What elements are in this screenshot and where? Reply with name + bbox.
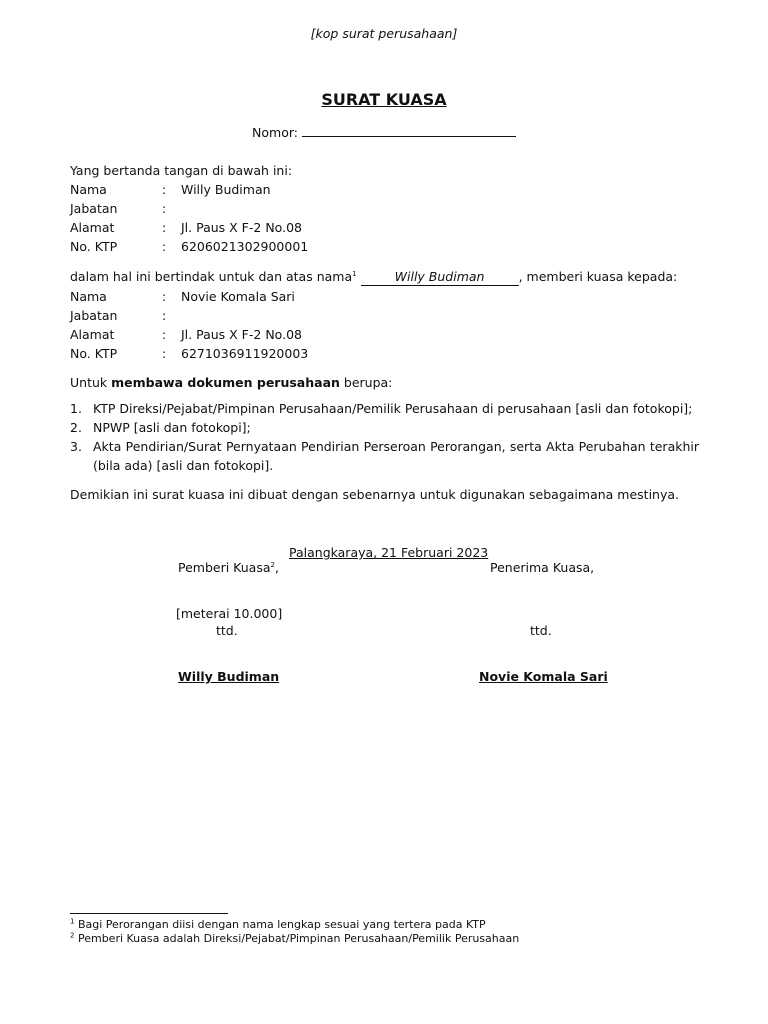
purpose-bold: membawa dokumen perusahaan [111, 375, 340, 390]
footnote [70, 932, 519, 946]
field-value: Jl. Paus X F-2 No.08 [181, 220, 302, 235]
list-number: 3. [70, 439, 82, 454]
document-number [0, 123, 768, 142]
list-text: KTP Direksi/Pejabat/Pimpinan Perusahaan/Pemilik Perusahaan di perusahaan [asli dan fotokopi]; [93, 401, 693, 416]
grantor-section [70, 161, 308, 256]
field-value: Willy Budiman [181, 182, 271, 197]
field-label: Nama [70, 289, 107, 304]
giver-label-comma: , [274, 560, 279, 575]
grantee-section [70, 287, 308, 363]
giver-signature: ttd. [216, 623, 238, 638]
stamp-duty-placeholder: [meterai 10.000] [176, 606, 283, 621]
receiver-name: Novie Komala Sari [479, 669, 608, 684]
list-item [70, 437, 699, 475]
field-label: Nama [70, 182, 107, 197]
field-value: 6206021302900001 [181, 239, 309, 254]
field-label: Jabatan [70, 201, 118, 216]
footnote-mark: 1 [70, 917, 75, 926]
receiver-label: Penerima Kuasa, [490, 560, 595, 575]
representation-prefix: dalam hal ini bertindak untuk dan atas nama [70, 269, 353, 284]
field-separator: : [162, 346, 167, 361]
list-text: NPWP [asli dan fotokopi]; [93, 420, 251, 435]
giver-name: Willy Budiman [178, 669, 280, 684]
field-separator: : [162, 201, 167, 216]
purpose-suffix: berupa: [343, 375, 393, 390]
field-separator: : [162, 239, 167, 254]
grantor-position-row [70, 199, 308, 218]
field-value: 6271036911920003 [181, 346, 309, 361]
grantee-position-row [70, 306, 308, 325]
footnote-ref: 1 [352, 269, 357, 278]
field-value: Jl. Paus X F-2 No.08 [181, 327, 302, 342]
grantor-intro: Yang bertanda tangan di bawah ini: [70, 163, 293, 178]
field-label: Alamat [70, 327, 115, 342]
grantor-address-row [70, 218, 308, 237]
list-text: Akta Pendirian/Surat Pernyataan Pendirian Perseroan Perorangan, serta Akta Perubahan terakhir (bila ada) [asli dan fotokopi]. [93, 439, 699, 473]
field-value: Novie Komala Sari [181, 289, 295, 304]
field-separator: : [162, 289, 167, 304]
receiver-signature: ttd. [530, 623, 552, 638]
representation-suffix: , memberi kuasa kepada: [518, 269, 678, 284]
number-label: Nomor: [252, 125, 298, 140]
footnote [70, 918, 486, 932]
document-list [70, 399, 699, 475]
place-date: Palangkaraya, 21 Februari 2023 [289, 545, 489, 560]
grantee-name-row [70, 287, 308, 306]
field-label: Jabatan [70, 308, 118, 323]
field-separator: : [162, 308, 167, 323]
giver-label [178, 558, 279, 577]
footnote-mark: 2 [70, 931, 75, 940]
list-number: 1. [70, 401, 82, 416]
representation-line [70, 267, 677, 286]
field-label: No. KTP [70, 346, 118, 361]
grantee-ktp-row [70, 344, 308, 363]
footnote-text: Pemberi Kuasa adalah Direksi/Pejabat/Pimpinan Perusahaan/Pemilik Perusahaan [77, 932, 520, 945]
represented-name: Willy Budiman [361, 269, 519, 286]
footnote-text: Bagi Perorangan diisi dengan nama lengkap sesuai yang tertera pada KTP [77, 918, 486, 931]
list-item [70, 399, 699, 418]
purpose-prefix: Untuk [70, 375, 108, 390]
letterhead-placeholder: [kop surat perusahaan] [310, 26, 458, 41]
field-separator: : [162, 220, 167, 235]
giver-label-text: Pemberi Kuasa [178, 560, 271, 575]
closing-statement: Demikian ini surat kuasa ini dibuat dengan sebenarnya untuk digunakan sebagaimana mestinya. [70, 487, 679, 502]
field-label: No. KTP [70, 239, 118, 254]
list-number: 2. [70, 420, 82, 435]
document-title: SURAT KUASA [321, 90, 447, 109]
grantor-name-row [70, 180, 308, 199]
number-blank-line [302, 124, 516, 137]
list-item [70, 418, 699, 437]
footnote-divider [70, 913, 228, 914]
footnote-ref: 2 [270, 560, 275, 569]
field-label: Alamat [70, 220, 115, 235]
field-separator: : [162, 327, 167, 342]
grantor-ktp-row [70, 237, 308, 256]
purpose-intro [70, 373, 392, 392]
field-separator: : [162, 182, 167, 197]
grantee-address-row [70, 325, 308, 344]
